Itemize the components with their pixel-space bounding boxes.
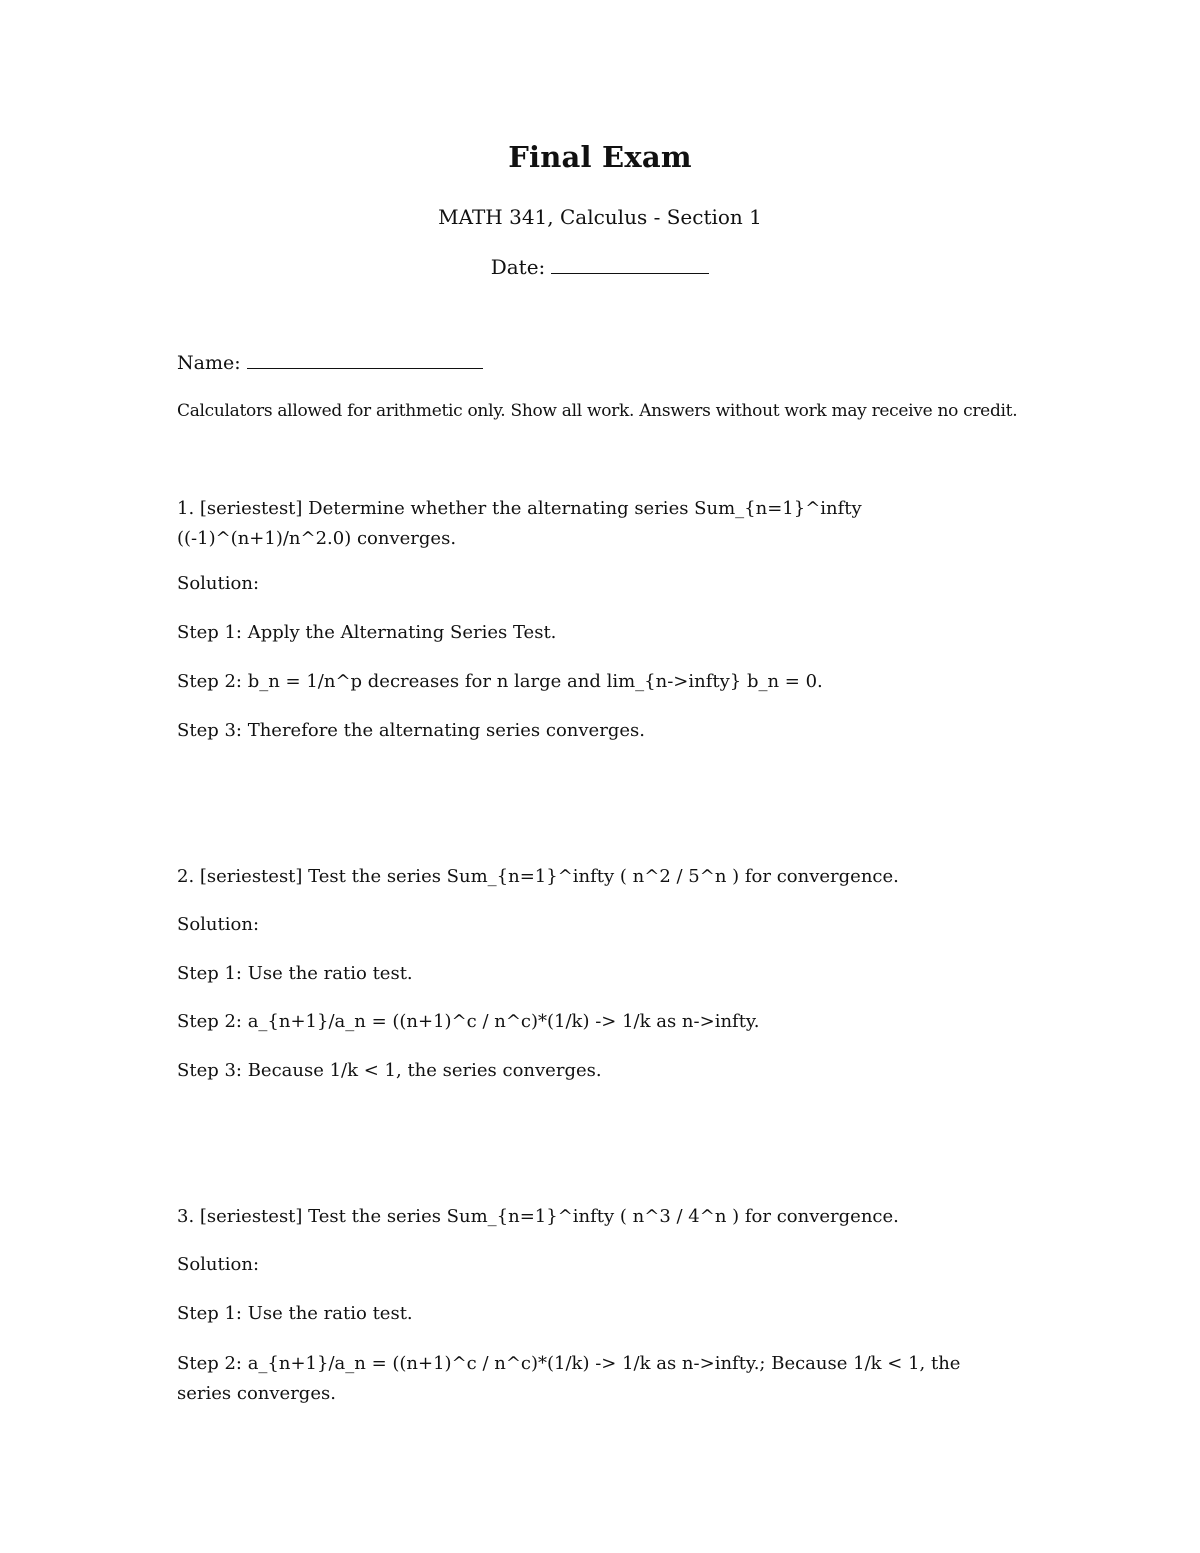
question-1-solution-label: Solution: <box>177 573 260 594</box>
date-label: Date: <box>490 255 546 279</box>
question-2-solution-label: Solution: <box>177 914 260 935</box>
instructions-text: Calculators allowed for arithmetic only. Show all work. Answers without work may receive no credit. <box>177 401 1018 421</box>
question-3-step-2: Step 2: a_{n+1}/a_n = ((n+1)^c / n^c)*(1/k) -> 1/k as n->infty.; Because 1/k < 1, the series converges. <box>177 1353 961 1404</box>
question-2-prompt: 2. [seriestest] Test the series Sum_{n=1}^infty ( n^2 / 5^n ) for convergence. <box>177 866 899 887</box>
question-1-prompt: 1. [seriestest] Determine whether the alternating series Sum_{n=1}^infty ((-1)^(n+1)/n^2.0) converges. <box>177 498 862 549</box>
date-line <box>0 255 1200 279</box>
question-1-step-1: Step 1: Apply the Alternating Series Test. <box>177 622 557 643</box>
question-1-step-2: Step 2: b_n = 1/n^p decreases for n large and lim_{n->infty} b_n = 0. <box>177 671 823 692</box>
question-3-step-1: Step 1: Use the ratio test. <box>177 1303 413 1324</box>
question-1-step-3: Step 3: Therefore the alternating series converges. <box>177 720 645 741</box>
question-3-solution-label: Solution: <box>177 1254 260 1275</box>
exam-title: Final Exam <box>508 140 692 174</box>
name-line <box>177 352 483 374</box>
question-2-step-3: Step 3: Because 1/k < 1, the series converges. <box>177 1060 602 1081</box>
name-blank <box>247 367 483 369</box>
date-blank <box>551 272 709 274</box>
question-3-prompt: 3. [seriestest] Test the series Sum_{n=1}^infty ( n^3 / 4^n ) for convergence. <box>177 1206 899 1227</box>
name-label: Name: <box>177 352 241 374</box>
question-2-step-1: Step 1: Use the ratio test. <box>177 963 413 984</box>
course-subtitle: MATH 341, Calculus - Section 1 <box>438 205 762 229</box>
question-2-step-2: Step 2: a_{n+1}/a_n = ((n+1)^c / n^c)*(1/k) -> 1/k as n->infty. <box>177 1011 760 1032</box>
